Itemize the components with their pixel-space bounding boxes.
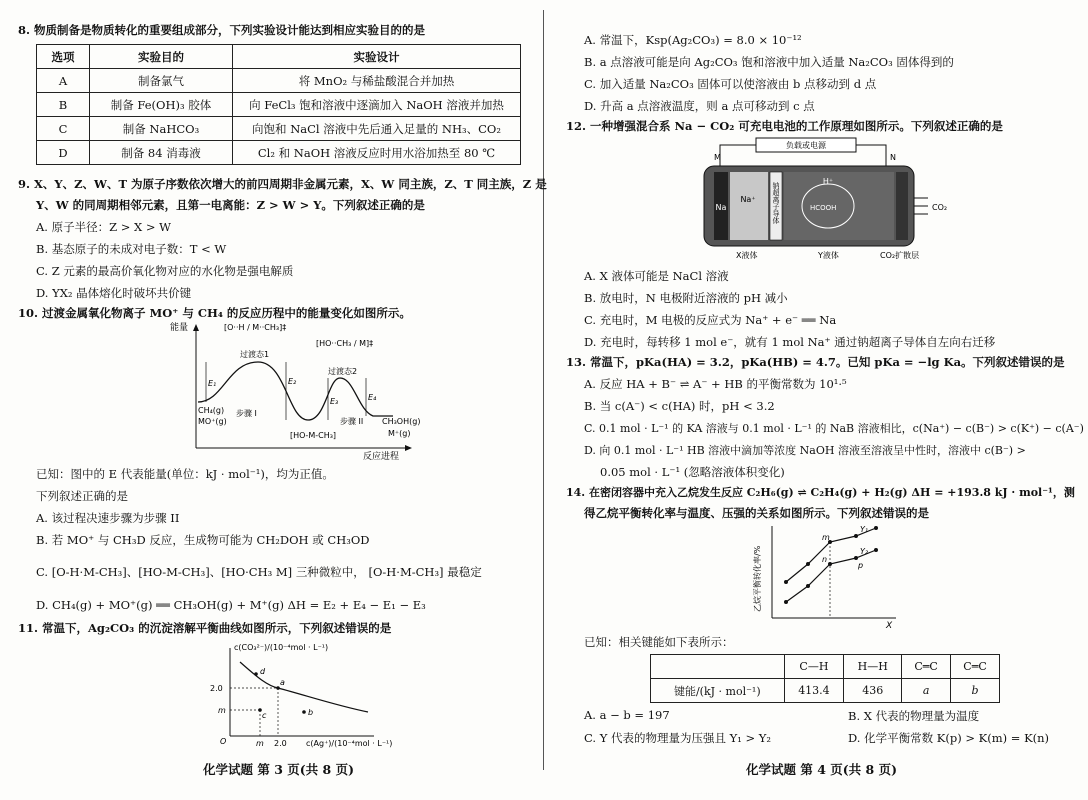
y-liquid-label: Y液体 <box>818 251 839 260</box>
q12-option-d: D. 充电时，每转移 1 mol e⁻，就有 1 mol Na⁺ 通过钠超离子导体自左向右迁移 <box>584 335 996 349</box>
q9-stem-1: 9. X、Y、Z、W、T 为原子序数依次增大的前四周期非金属元素，X、W 同主族，Z、T 同主族，Z 是 <box>18 177 547 191</box>
point-p-label: p <box>858 561 864 570</box>
table-cell: 向 FeCl₃ 饱和溶液中逐滴加入 NaOH 溶液并加热 <box>233 93 521 117</box>
electrode-m-label: M <box>714 153 721 162</box>
point-m-label: m <box>822 533 830 542</box>
q10-option-c-end: 最稳定 <box>447 565 482 579</box>
x-axis-label: c(Ag⁺)/(10⁻⁴mol · L⁻¹) <box>306 739 393 748</box>
table-cell: 向饱和 NaCl 溶液中先后通入足量的 NH₃、CO₂ <box>233 117 521 141</box>
q14-option-d: D. 化学平衡常数 K(p) > K(m) = K(n) <box>848 731 1050 745</box>
table-row <box>37 93 521 117</box>
table-cell: 制备 84 消毒液 <box>90 141 233 165</box>
ts1-structure-icon: [O··H / M··CH₃]‡ <box>224 323 287 332</box>
q12-stem: 12. 一种增强混合系 Na − CO₂ 可充电电池的工作原理如图所示。下列叙述正确的是 <box>566 119 1003 133</box>
step1-label: 步骤 I <box>236 409 257 418</box>
e1-label: E₁ <box>208 379 217 388</box>
solubility-curve-chart <box>198 640 398 750</box>
species-structures-icon: [O‑H·M‑CH₃]、[HO‑M‑CH₃]、[HO·CH₃ M] <box>51 565 293 579</box>
point-b <box>302 710 306 714</box>
tick-2-x: 2.0 <box>274 739 287 748</box>
electrode-n-label: N <box>890 153 896 162</box>
q14-option-a: A. a − b = 197 <box>584 708 670 722</box>
e4-label: E₄ <box>368 393 377 402</box>
table-cell: D <box>37 141 90 165</box>
na-label: Na <box>715 203 727 212</box>
ts2-structure-icon: [HO··CH₃ / M]‡ <box>316 339 374 348</box>
co2-diffusion-layer <box>896 172 908 240</box>
wire-m <box>720 145 756 166</box>
hplus-label: H⁺ <box>822 177 834 186</box>
x-axis-arrow <box>405 445 412 451</box>
data-point <box>806 584 810 588</box>
table-row <box>37 141 521 165</box>
q9-option-c: C. Z 元素的最高价氧化物对应的水化物是强电解质 <box>36 264 294 278</box>
data-point <box>784 600 788 604</box>
point-d <box>254 672 258 676</box>
series-y1-label: Y₁ <box>860 525 869 534</box>
product-m: M⁺(g) <box>388 429 411 438</box>
q11-option-d: D. 升高 a 点溶液温度，则 a 点可移动到 c 点 <box>584 99 815 113</box>
reactant-ch4: CH₄(g) <box>198 406 225 415</box>
membrane-label: 钠超离子导体 <box>772 182 780 224</box>
table-cell: 键能/(kJ · mol⁻¹) <box>651 679 785 703</box>
page-footer-left: 化学试题 第 3 页(共 8 页) <box>203 762 354 777</box>
e3-label: E₃ <box>330 397 339 406</box>
load-label: 负载或电源 <box>786 141 826 150</box>
q9-stem-2: Y、W 的同周期相邻元素，且第一电离能：Z > W > Y。下列叙述正确的是 <box>36 198 425 212</box>
point-c-label: c <box>262 711 267 720</box>
product-ch3oh: CH₃OH(g) <box>382 417 421 426</box>
y-axis-arrow <box>193 324 199 331</box>
na-ion-label: Na⁺ <box>740 195 756 204</box>
table-row <box>37 117 521 141</box>
q10-option-c <box>36 564 482 580</box>
table-cell: a <box>902 679 951 703</box>
step2-label: 步骤 II <box>340 417 364 426</box>
table-cell: b <box>951 679 1000 703</box>
table-cell <box>651 655 785 679</box>
series-y2 <box>786 550 876 602</box>
data-point <box>784 580 788 584</box>
table-cell: A <box>37 69 90 93</box>
x-liquid <box>730 172 768 240</box>
e2-label: E₂ <box>288 377 297 386</box>
point-d-label: d <box>260 667 266 676</box>
q11-stem: 11. 常温下，Ag₂CO₃ 的沉淀溶解平衡曲线如图所示，下列叙述错误的是 <box>18 621 392 635</box>
q14-option-b: B. X 代表的物理量为温度 <box>848 709 980 723</box>
table-cell: 436 <box>844 679 902 703</box>
tick-m-y: m <box>218 706 226 715</box>
q10-option-a: A. 该过程决速步骤为步骤 II <box>36 511 180 525</box>
table-header-cell: 实验目的 <box>90 45 233 69</box>
q13-option-b: B. 当 c(A⁻) < c(HA) 时，pH < 3.2 <box>584 399 775 413</box>
y-liquid <box>784 172 894 240</box>
energy-diagram <box>168 320 428 460</box>
data-point <box>854 556 858 560</box>
q9-option-b: B. 基态原子的未成对电子数：T < W <box>36 242 227 256</box>
y-axis-label: 能量 <box>170 323 189 333</box>
q13-option-d-1: D. 向 0.1 mol · L⁻¹ HB 溶液中滴加等浓度 NaOH 溶液至溶液呈中性时，溶液中 c(B⁻) > <box>584 444 1026 457</box>
q8-table-header <box>37 45 521 69</box>
column-divider <box>543 10 544 770</box>
ts2-label: 过渡态2 <box>328 367 358 376</box>
energy-curve <box>198 362 393 420</box>
tick-2: 2.0 <box>210 684 223 693</box>
tick-m-x: m <box>256 739 264 748</box>
q10-ask: 下列叙述正确的是 <box>36 489 128 503</box>
table-row <box>651 655 1000 679</box>
table-cell: C═C <box>951 655 1000 679</box>
data-point <box>874 548 878 552</box>
table-cell: 制备氯气 <box>90 69 233 93</box>
point-b-label: b <box>308 708 314 717</box>
table-cell: C <box>37 117 90 141</box>
q14-known: 已知：相关键能如下表所示： <box>584 635 734 649</box>
y-axis-label: 乙烷平衡转化率/% <box>753 545 762 612</box>
table-header-cell: 选项 <box>37 45 90 69</box>
intermediate-structure-icon: [HO‑M‑CH₃] <box>290 431 337 440</box>
data-point <box>806 562 810 566</box>
x-liquid-label: X液体 <box>736 251 758 260</box>
ts1-label: 过渡态1 <box>240 350 270 359</box>
table-cell: 制备 NaHCO₃ <box>90 117 233 141</box>
q13-option-c: C. 0.1 mol · L⁻¹ 的 KA 溶液与 0.1 mol · L⁻¹ 的 NaB 溶液相比，c(Na⁺) − c(B⁻) > c(K⁺) − c(A⁻) <box>584 422 1084 435</box>
q11-option-b: B. a 点溶液可能是向 Ag₂CO₃ 饱和溶液中加入适量 Na₂CO₃ 固体得到的 <box>584 55 954 69</box>
q10-stem: 10. 过渡金属氧化物离子 MO⁺ 与 CH₄ 的反应历程中的能量变化如图所示。 <box>18 306 411 320</box>
q8-table <box>36 44 521 165</box>
q12-option-b: B. 放电时，N 电极附近溶液的 pH 减小 <box>584 291 788 305</box>
q14-stem-2: 得乙烷平衡转化率与温度、压强的关系如图所示。下列叙述错误的是 <box>584 506 929 520</box>
table-row <box>37 69 521 93</box>
q10-option-c-tail: 三种微粒中， <box>295 565 365 579</box>
table-cell: 413.4 <box>784 679 844 703</box>
data-point <box>854 534 858 538</box>
conversion-chart <box>746 520 906 630</box>
q9-option-d: D. YX₂ 晶体熔化时破坏共价键 <box>36 286 192 300</box>
q12-option-a: A. X 液体可能是 NaCl 溶液 <box>584 269 729 283</box>
q14-option-c: C. Y 代表的物理量为压强且 Y₁ > Y₂ <box>584 731 771 745</box>
table-cell: H—H <box>844 655 902 679</box>
species-structure-icon: [O‑H·M‑CH₃] <box>368 565 444 579</box>
q10-option-c-label: C. <box>36 565 49 579</box>
battery-diagram <box>696 136 956 266</box>
table-cell: 制备 Fe(OH)₃ 胶体 <box>90 93 233 117</box>
table-cell: B <box>37 93 90 117</box>
table-cell: C═C <box>902 655 951 679</box>
q10-option-d: D. CH₄(g) + MO⁺(g) ══ CH₃OH(g) + M⁺(g) ΔH = E₂ + E₄ − E₁ − E₃ <box>36 598 426 612</box>
q9-option-a: A. 原子半径：Z > X > W <box>36 220 172 234</box>
table-row <box>651 679 1000 703</box>
q10-option-b: B. 若 MO⁺ 与 CH₃D 反应，生成物可能为 CH₂DOH 或 CH₃OD <box>36 533 370 547</box>
table-cell: 将 MnO₂ 与稀盐酸混合并加热 <box>233 69 521 93</box>
origin-label: O <box>220 737 227 746</box>
q11-option-a: A. 常温下，Ksp(Ag₂CO₃) = 8.0 × 10⁻¹² <box>584 33 802 47</box>
table-header-cell: 实验设计 <box>233 45 521 69</box>
q14-stem-1: 14. 在密闭容器中充入乙烷发生反应 C₂H₆(g) ⇌ C₂H₄(g) + H₂(g) ΔH = +193.8 kJ · mol⁻¹，测 <box>566 486 1075 499</box>
data-point <box>874 526 878 530</box>
y-axis-label: c(CO₃²⁻)/(10⁻⁴mol · L⁻¹) <box>234 643 329 652</box>
page-footer-right: 化学试题 第 4 页(共 8 页) <box>746 762 897 777</box>
point-n-label: n <box>822 555 828 564</box>
q13-stem: 13. 常温下，pKa(HA) = 3.2，pKa(HB) = 4.7。已知 pKa = −lg Ka。下列叙述错误的是 <box>566 355 1065 369</box>
table-cell: Cl₂ 和 NaOH 溶液反应时用水浴加热至 80 ℃ <box>233 141 521 165</box>
co2-label: CO₂ <box>932 203 948 212</box>
q13-option-a: A. 反应 HA + B⁻ ⇌ A⁻ + HB 的平衡常数为 10¹·⁵ <box>584 377 847 391</box>
q13-option-d-2: 0.05 mol · L⁻¹ (忽略溶液体积变化) <box>600 465 785 479</box>
point-a-label: a <box>280 678 285 687</box>
wire-n <box>856 145 886 166</box>
table-cell: C—H <box>784 655 844 679</box>
q11-option-c: C. 加入适量 Na₂CO₃ 固体可以使溶液由 b 点移动到 d 点 <box>584 77 877 91</box>
co2-layer-label: CO₂扩散层 <box>880 251 920 260</box>
x-axis-label: 反应进程 <box>363 452 400 460</box>
x-axis-label: X <box>886 621 893 630</box>
reactant-mo: MO⁺(g) <box>198 417 227 426</box>
q12-option-c: C. 充电时，M 电极的反应式为 Na⁺ + e⁻ ══ Na <box>584 313 837 327</box>
bond-energy-table <box>650 654 1000 703</box>
q10-known: 已知：图中的 E 代表能量(单位：kJ · mol⁻¹)，均为正值。 <box>36 467 334 481</box>
q8-stem: 8. 物质制备是物质转化的重要组成部分，下列实验设计能达到相应实验目的的是 <box>18 23 426 37</box>
series-y2-label: Y₂ <box>860 547 869 556</box>
hcooh-label: HCOOH <box>810 204 837 212</box>
